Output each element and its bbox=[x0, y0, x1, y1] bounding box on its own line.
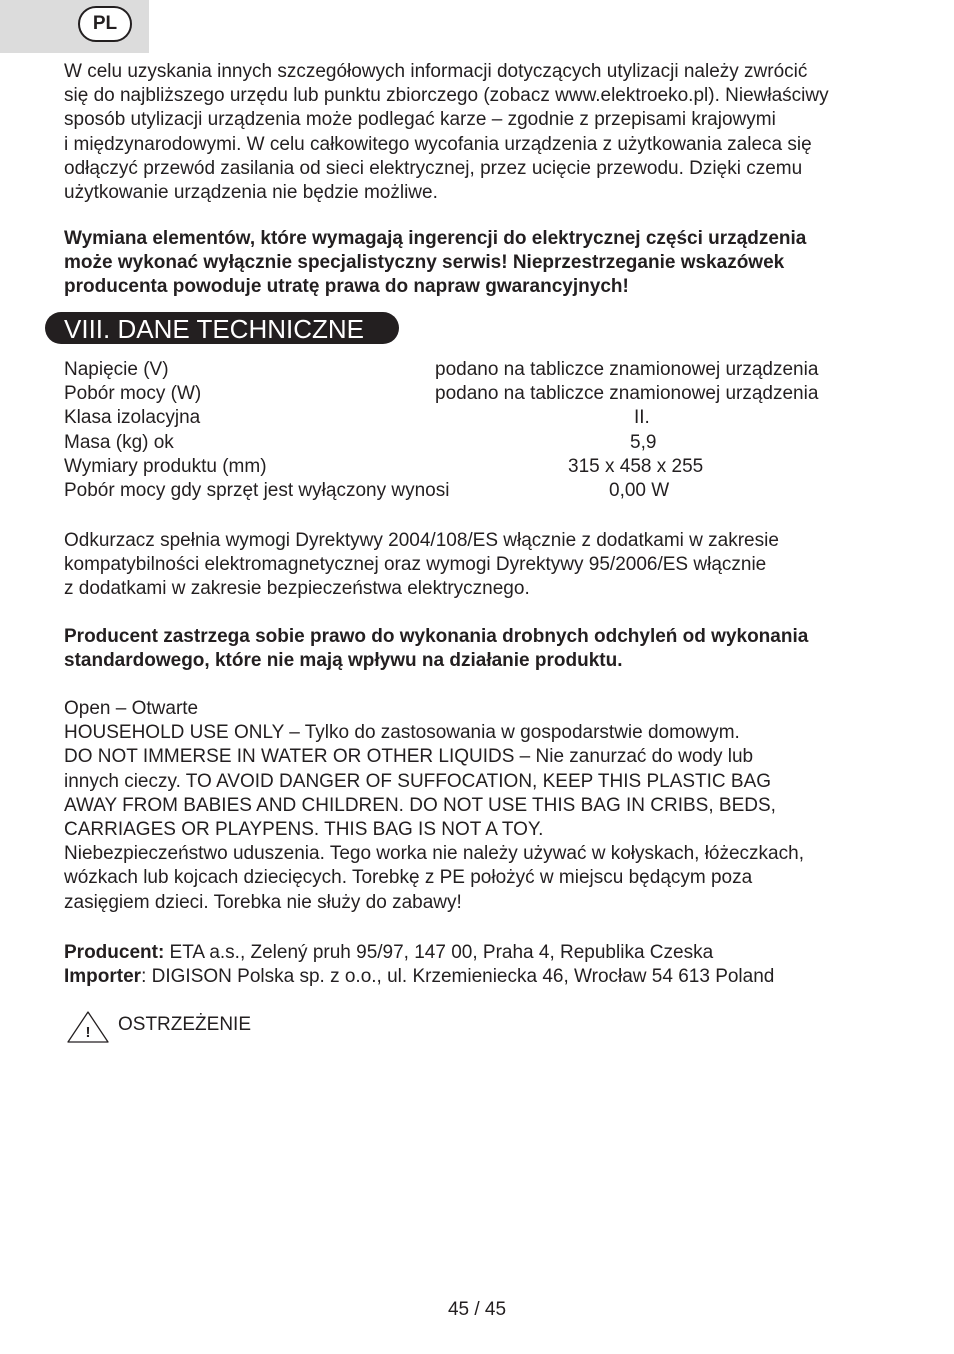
importer-value: : DIGISON Polska sp. z o.o., ul. Krzemieniecka 46, Wrocław 54 613 Poland bbox=[141, 966, 775, 988]
service-warning-paragraph bbox=[64, 227, 894, 300]
importer-line bbox=[64, 965, 894, 989]
language-tab bbox=[0, 0, 149, 53]
importer-label: Importer bbox=[64, 966, 142, 988]
packaging-line: DO NOT IMMERSE IN WATER OR OTHER LIQUIDS – Nie zanurzać do wody lub bbox=[64, 746, 754, 768]
spec-row bbox=[64, 358, 894, 382]
spec-value: podano na tabliczce znamionowej urządzenia bbox=[435, 359, 819, 380]
directive-line: z dodatkami w zakresie bezpieczeństwa elektrycznego. bbox=[64, 578, 530, 600]
manufacturer-note-paragraph bbox=[64, 625, 894, 673]
packaging-line: Open – Otwarte bbox=[64, 698, 199, 719]
spec-row bbox=[64, 431, 894, 455]
spec-label: Pobór mocy (W) bbox=[64, 383, 202, 405]
producer-line bbox=[64, 941, 894, 965]
packaging-line: wózkach lub kojcach dziecięcych. Torebkę z PE położyć w miejscu będącym poza bbox=[64, 867, 753, 889]
spec-value: podano na tabliczce znamionowej urządzenia bbox=[435, 383, 819, 405]
warning-label: OSTRZEŻENIE bbox=[118, 1014, 252, 1035]
contacts-paragraph bbox=[64, 941, 894, 989]
spec-value: 0,00 W bbox=[609, 479, 670, 501]
disposal-line: i międzynarodowymi. W celu całkowitego wycofania urządzenia z użytkowania zaleca się bbox=[64, 133, 812, 155]
spec-row bbox=[64, 382, 894, 406]
packaging-labels-paragraph bbox=[64, 697, 894, 915]
spec-label: Klasa izolacyjna bbox=[64, 407, 201, 429]
producer-label: Producent: bbox=[64, 942, 165, 963]
packaging-line: HOUSEHOLD USE ONLY – Tylko do zastosowania w gospodarstwie domowym. bbox=[64, 722, 740, 744]
packaging-line: zasięgiem dzieci. Torebka nie służy do zabawy! bbox=[64, 891, 462, 913]
spec-label: Pobór mocy gdy sprzęt jest wyłączony wynosi bbox=[64, 479, 450, 501]
packaging-line: Niebezpieczeństwo uduszenia. Tego worka nie należy używać w kołyskach, łóżeczkach, bbox=[64, 843, 804, 865]
disposal-paragraph bbox=[64, 60, 894, 205]
section-heading: VIII. DANE TECHNICZNE bbox=[45, 312, 399, 344]
disposal-line: się do najbliższego urzędu lub punktu zbiorczego (zobacz www.elektroeko.pl). Niewłaściwy bbox=[64, 85, 829, 107]
packaging-line: CARRIAGES OR PLAYPENS. THIS BAG IS NOT A TOY. bbox=[64, 819, 544, 841]
technical-specs-table bbox=[64, 358, 894, 503]
spec-label: Masa (kg) ok bbox=[64, 431, 174, 453]
disposal-line: użytkowanie urządzenia nie będzie możliwe. bbox=[64, 182, 438, 204]
page-number: 45 / 45 bbox=[447, 1299, 507, 1320]
spec-label: Wymiary produktu (mm) bbox=[64, 455, 267, 477]
language-badge: PL bbox=[78, 6, 132, 42]
warning-triangle-icon bbox=[66, 1010, 110, 1044]
service-warning-line: może wykonać wyłącznie specjalistyczny serwis! Nieprzestrzeganie wskazówek bbox=[64, 252, 785, 274]
spec-value: 315 x 458 x 255 bbox=[568, 455, 704, 477]
spec-row bbox=[64, 406, 894, 430]
directive-line: Odkurzacz spełnia wymogi Dyrektywy 2004/108/ES włącznie z dodatkami w zakresie bbox=[64, 530, 779, 551]
directive-line: kompatybilności elektromagnetycznej oraz wymogi Dyrektywy 95/2006/ES włącznie bbox=[64, 554, 767, 576]
producer-value: ETA a.s., Zelený pruh 95/97, 147 00, Praha 4, Republika Czeska bbox=[164, 942, 714, 963]
spec-value: II. bbox=[634, 407, 650, 429]
service-warning-line: producenta powoduje utratę prawa do napraw gwarancyjnych! bbox=[64, 276, 629, 298]
spec-label: Napięcie (V) bbox=[64, 359, 169, 380]
spec-row bbox=[64, 455, 894, 479]
disposal-line: odłączyć przewód zasilania od sieci elektrycznej, przez ucięcie przewodu. Dzięki czemu bbox=[64, 157, 803, 179]
packaging-line: AWAY FROM BABIES AND CHILDREN. DO NOT USE THIS BAG IN CRIBS, BEDS, bbox=[64, 794, 776, 816]
disposal-line: W celu uzyskania innych szczegółowych informacji dotyczących utylizacji należy zwrócić bbox=[64, 61, 808, 82]
manufacturer-note-line: standardowego, które nie mają wpływu na działanie produktu. bbox=[64, 650, 623, 672]
spec-value: 5,9 bbox=[630, 431, 657, 453]
packaging-line: innych cieczy. TO AVOID DANGER OF SUFFOCATION, KEEP THIS PLASTIC BAG bbox=[64, 770, 772, 792]
disposal-line: sposób utylizacji urządzenia może podlegać karze – zgodnie z przepisami krajowymi bbox=[64, 109, 776, 131]
svg-text:!: ! bbox=[85, 1024, 91, 1041]
service-warning-line: Wymiana elementów, które wymagają ingerencji do elektrycznej części urządzenia bbox=[64, 228, 807, 249]
manufacturer-note-line: Producent zastrzega sobie prawo do wykonania drobnych odchyleń od wykonania bbox=[64, 626, 809, 647]
spec-row bbox=[64, 479, 894, 503]
directive-paragraph bbox=[64, 529, 894, 602]
